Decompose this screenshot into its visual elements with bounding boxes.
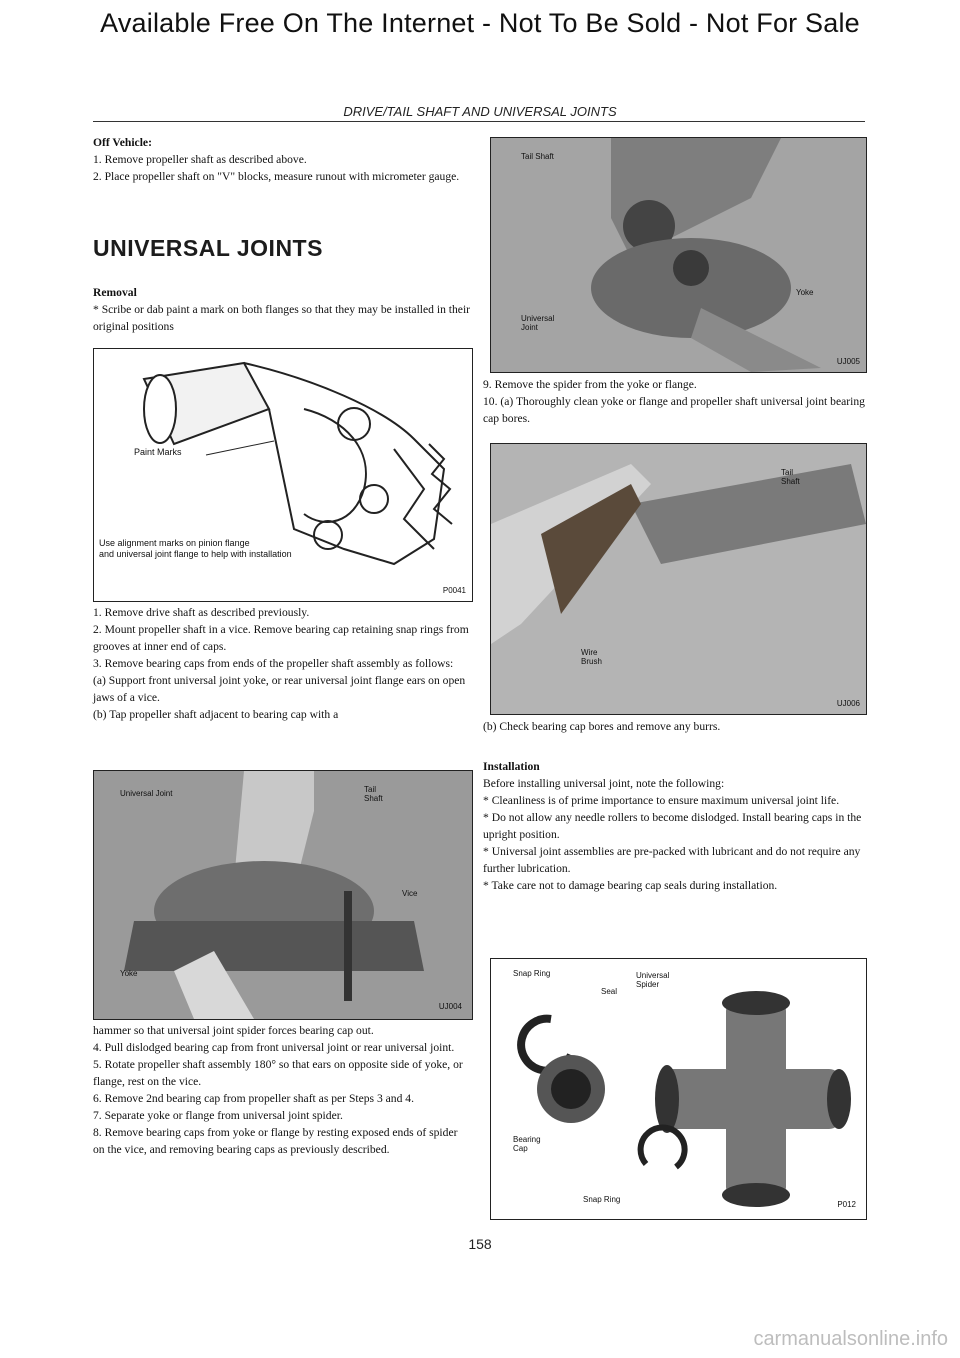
- installation-heading: Installation: [483, 760, 540, 773]
- page-number: 158: [468, 1236, 492, 1252]
- installation-note-1: * Cleanliness is of prime importance to ensure maximum universal joint life.: [483, 794, 840, 807]
- footer-watermark: carmanualsonline.info: [753, 1328, 948, 1350]
- fig3-universal-joint-label: Universal Joint: [521, 314, 555, 332]
- yoke-label: Yoke: [120, 969, 138, 978]
- section-heading: UNIVERSAL JOINTS: [93, 235, 323, 261]
- installation-note-3: * Universal joint assemblies are pre-packed with lubricant and do not require any further lubrication.: [483, 845, 861, 875]
- figure3-code: UJ005: [836, 357, 860, 366]
- removal-note: * Scribe or dab paint a mark on both flanges so that they may be installed in their original positions: [93, 303, 471, 333]
- step-7: 7. Separate yoke or flange from universal joint spider.: [93, 1109, 343, 1122]
- figure5-code: P012: [837, 1200, 856, 1209]
- snap-ring-top-label: Snap Ring: [513, 969, 551, 978]
- off-vehicle-heading: Off Vehicle:: [93, 136, 152, 149]
- left-steps-b: [93, 1022, 471, 1158]
- step-5: 5. Rotate propeller shaft assembly 180° so that ears on opposite side of yoke, or flange, rest on the vice.: [93, 1058, 463, 1088]
- bearing-cap-label: Bearing Cap: [513, 1135, 541, 1153]
- paint-marks-label: Paint Marks: [134, 447, 182, 457]
- fig4-tail-shaft-label: Tail Shaft: [781, 468, 800, 486]
- figure1-caption-line2: and universal joint flange to help with installation: [99, 549, 292, 559]
- figure-wire-brush-photo: [490, 443, 867, 715]
- fig3-yoke-label: Yoke: [796, 288, 814, 297]
- step-10a: 10. (a) Thoroughly clean yoke or flange and propeller shaft universal joint bearing cap bores.: [483, 395, 865, 425]
- paint-marks-diagram: [94, 349, 472, 601]
- spider-yoke-illustration: [491, 138, 866, 372]
- step-3a: (a) Support front universal joint yoke, or rear universal joint flange ears on open jaws of a vice.: [93, 674, 466, 704]
- snap-ring-bottom-label: Snap Ring: [583, 1195, 621, 1204]
- off-vehicle-step-1: 1. Remove propeller shaft as described above.: [93, 153, 307, 166]
- step-6: 6. Remove 2nd bearing cap from propeller shaft as per Steps 3 and 4.: [93, 1092, 414, 1105]
- figure1-code: P0041: [442, 586, 466, 595]
- seal-label: Seal: [601, 987, 618, 996]
- left-top-text: [93, 134, 471, 185]
- figure-vice-photo: [93, 770, 473, 1020]
- step-8: 8. Remove bearing caps from yoke or flange by resting exposed ends of spider on the vice, and removing bearing caps as previously described.: [93, 1126, 458, 1156]
- off-vehicle-step-2: 2. Place propeller shaft on "V" blocks, measure runout with micrometer gauge.: [93, 170, 460, 183]
- universal-joint-label: Universal Joint: [120, 789, 173, 798]
- left-steps-a: [93, 604, 471, 723]
- header-rule: [93, 121, 865, 122]
- removal-block: [93, 284, 471, 335]
- figure-ujoint-parts: [490, 958, 867, 1220]
- installation-intro: Before installing universal joint, note the following:: [483, 777, 725, 790]
- installation-note-2: * Do not allow any needle rollers to become dislodged. Install bearing caps in the upright position.: [483, 811, 862, 841]
- step-2: 2. Mount propeller shaft in a vice. Remove bearing cap retaining snap rings from grooves at inner end of caps.: [93, 623, 469, 653]
- universal-spider-label: Universal Spider: [636, 971, 670, 989]
- figure4-code: UJ006: [836, 699, 860, 708]
- running-header: DRIVE/TAIL SHAFT AND UNIVERSAL JOINTS: [343, 104, 617, 119]
- vice-label: Vice: [402, 889, 418, 898]
- right-step-b: [483, 718, 868, 735]
- step-3: 3. Remove bearing caps from ends of the propeller shaft assembly as follows:: [93, 657, 454, 670]
- removal-heading: Removal: [93, 286, 137, 299]
- step-1: 1. Remove drive shaft as described previously.: [93, 606, 310, 619]
- figure-spider-yoke-photo: [490, 137, 867, 373]
- tail-shaft-label: Tail Shaft: [364, 785, 383, 803]
- installation-note-4: * Take care not to damage bearing cap seals during installation.: [483, 879, 778, 892]
- figure1-caption-line1: Use alignment marks on pinion flange: [99, 538, 250, 548]
- figure2-code: UJ004: [438, 1002, 462, 1011]
- figure-paint-marks: [93, 348, 473, 602]
- fig4-wire-brush-label: Wire Brush: [581, 648, 602, 666]
- ujoint-parts-illustration: [491, 959, 866, 1219]
- step-10b: (b) Check bearing cap bores and remove any burrs.: [483, 720, 721, 733]
- watermark-banner: Available Free On The Internet - Not To Be Sold - Not For Sale: [100, 8, 860, 38]
- step-4: 4. Pull dislodged bearing cap from front universal joint or rear universal joint.: [93, 1041, 455, 1054]
- step-3b-cont: hammer so that universal joint spider forces bearing cap out.: [93, 1024, 374, 1037]
- step-9: 9. Remove the spider from the yoke or flange.: [483, 378, 697, 391]
- right-steps-a: [483, 376, 868, 427]
- fig3-tail-shaft-label: Tail Shaft: [521, 152, 554, 161]
- installation-block: [483, 758, 868, 894]
- step-3b: (b) Tap propeller shaft adjacent to bearing cap with a: [93, 708, 339, 721]
